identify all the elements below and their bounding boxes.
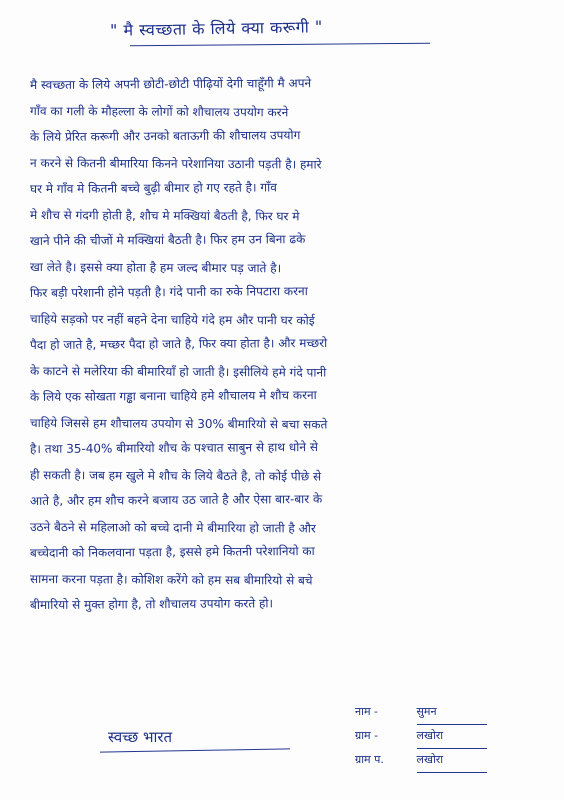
body-line: घर मे गाँव मे कितनी बच्चे बुढ़ी बीमार हो गए रहते है। गाँव (29, 180, 277, 196)
body-line: गाँव का गली के मौहल्ला के लोगों को शौचालय उपयोग करने (29, 104, 289, 120)
body-line: सामना करना पड़ता है। कोशिश करेंगे को हम सब बीमारियो से बचे (29, 572, 313, 588)
body-line: चाहिये जिससे हम शौचालय उपयोग से 30% बीमारियो से बचा सकते (29, 416, 328, 432)
body-line: के लिये प्रेरित करूगी और उनको बताऊगी की शौचालय उपयोग (29, 128, 301, 144)
letter-body (30, 72, 540, 618)
village-row (355, 724, 487, 748)
body-line: आते है, और हम शौच करने बजाय उठ जाते है और ऐसा बार-बार के (29, 491, 323, 508)
body-line: मे शौच से गंदगी होती है, शौच मे मक्खियां बैठती है, फिर घर मे (29, 208, 300, 224)
name-row (355, 700, 487, 724)
panchayat-value: लखोरा (417, 748, 487, 773)
panchayat-label: ग्राम प. (355, 753, 384, 766)
village-value: लखोरा (417, 724, 487, 749)
body-line: खा लेते है। इससे क्या होता है हम जल्द बीमार पड़ जाते है। (29, 260, 282, 276)
village-label: ग्राम - (355, 729, 379, 742)
name-value: सुमन (417, 700, 487, 725)
body-line: खाने पीने की चीजों मे मक्खियां बैठती है। फिर हम उन बिना ढके (29, 232, 306, 248)
letter-title: " मै स्वच्छता के लिये क्या करूगी " (109, 17, 323, 40)
body-line: है। तथा 35-40% बीमारियो शौच के पश्चात साबुन से हाथ धोने से (29, 439, 318, 456)
body-line: बीमारियो से मुक्त होगा है, तो शौचालय उपयोग करते हो। (29, 596, 274, 612)
name-label: नाम - (355, 705, 378, 718)
body-line: बच्चेदानी को निकलवाना पड़ता है, इससे हमे कितनी परेशानियो का (29, 544, 315, 560)
body-line: फिर बड़ी परेशानी होने पड़ती है। गंदे पानी का रुके निपटारा करना (29, 284, 308, 300)
body-line: चाहिये सड़को पर नहीं बहने देना चाहिये गंदे हम और पानी घर कोई (29, 312, 315, 328)
body-line: पैदा हो जाते है, मच्छर पैदा हो जाते है, फिर क्या होता है। और मच्छरो (29, 335, 328, 352)
body-line: न करने से कितनी बीमारिया किनने परेशानिया उठानी पड़ती है। हमारे (29, 156, 322, 172)
body-line: मै स्वच्छता के लिये अपनी छोटी-छोटी पीढ़ियों देगी चाहूँगी मै अपने (29, 76, 312, 92)
signature-underline (100, 748, 290, 752)
body-line: ही सकती है। जब हम खुले मे शौच के लिये बैठते है, तो कोई पीछे से (29, 468, 322, 484)
body-line: के लिये एक सोखता गड्ढा बनाना चाहिये हमे शौचालय मे शौच करना (29, 387, 317, 404)
author-details (355, 700, 487, 772)
title-underline (130, 43, 430, 47)
body-line: उठने बैठने से महिलाओ को बच्चे दानी मे बीमारिया हो जाती है और (29, 520, 316, 536)
body-line: के काटने से मलेरिया की बीमारियाँ हो जाती है। इसीलिये हमे गंदे पानी (29, 364, 327, 380)
signature-text: स्वच्छ भारत (108, 728, 173, 746)
panchayat-row (355, 748, 487, 772)
